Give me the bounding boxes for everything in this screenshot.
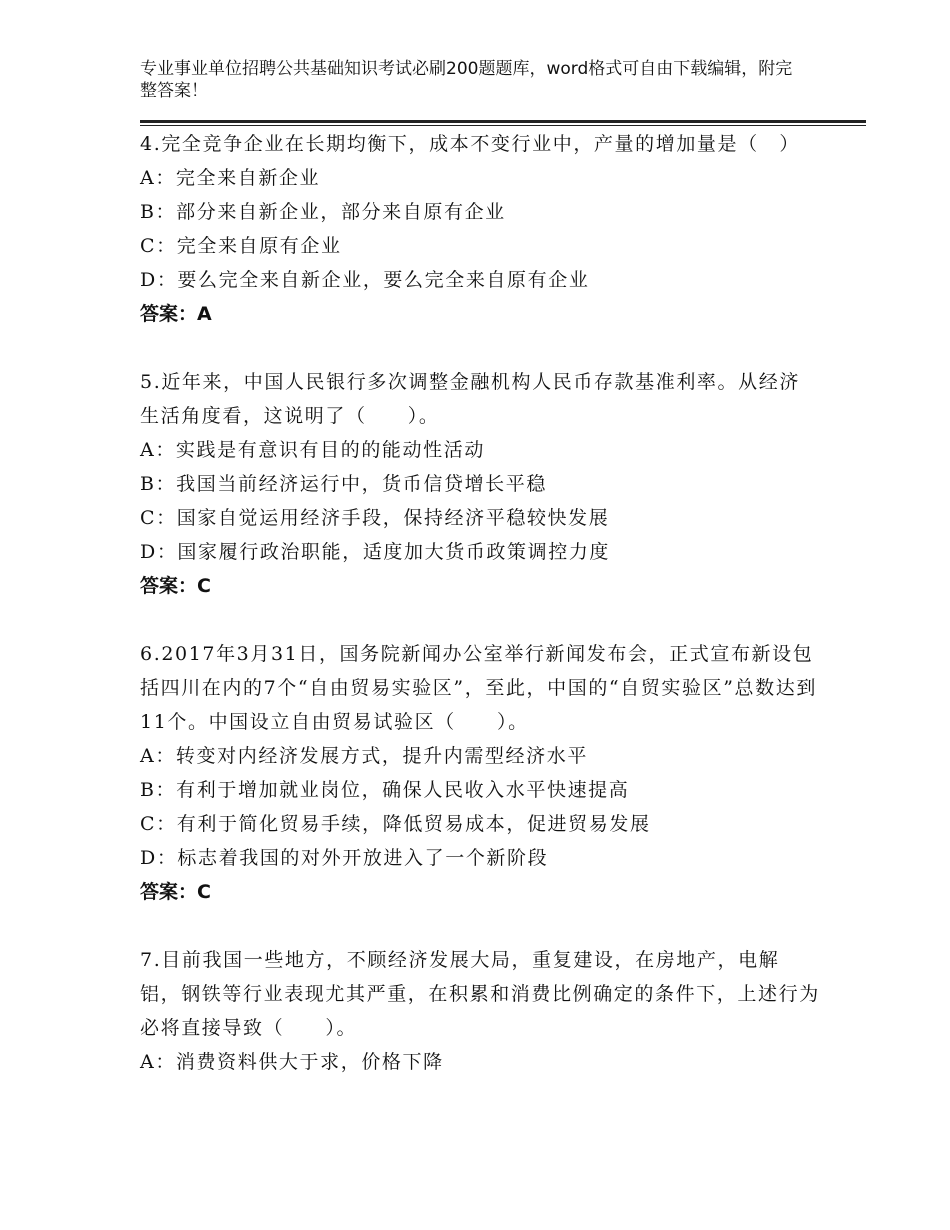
question-5 (140, 365, 820, 603)
question-stem: 6.2017年3月31日，国务院新闻办公室举行新闻发布会，正式宣布新设包括四川在内的7个“自由贸易实验区”，至此，中国的“自贸实验区”总数达到11个。中国设立自由贸易试验区（ ）。 (140, 643, 817, 733)
option-a: A：消费资料供大于求，价格下降 (140, 1051, 444, 1073)
header-rule-thin (140, 125, 866, 126)
spacer (140, 909, 820, 943)
header-rule-thick (140, 120, 866, 123)
question-stem: 4.完全竞争企业在长期均衡下，成本不变行业中，产量的增加量是（ ） (140, 133, 800, 155)
option-d: D：要么完全来自新企业，要么完全来自原有企业 (140, 269, 590, 291)
option-b: B：部分来自新企业，部分来自原有企业 (140, 201, 506, 223)
question-4 (140, 127, 820, 331)
answer-label: 答案：C (140, 881, 211, 903)
question-list (140, 127, 820, 1079)
option-d: D：国家履行政治职能，适度加大货币政策调控力度 (140, 541, 611, 563)
option-a: A：完全来自新企业 (140, 167, 321, 189)
answer-label: 答案：C (140, 575, 211, 597)
question-stem: 7.目前我国一些地方，不顾经济发展大局，重复建设，在房地产，电解铝，钢铁等行业表现尤其严重，在积累和消费比例确定的条件下，上述行为必将直接导致（ ）。 (140, 949, 820, 1039)
question-6 (140, 637, 820, 909)
option-c: C：完全来自原有企业 (140, 235, 342, 257)
spacer (140, 331, 820, 365)
option-b: B：有利于增加就业岗位，确保人民收入水平快速提高 (140, 779, 630, 801)
option-b: B：我国当前经济运行中，货币信贷增长平稳 (140, 473, 547, 495)
option-d: D：标志着我国的对外开放进入了一个新阶段 (140, 847, 549, 869)
option-a: A：实践是有意识有目的的能动性活动 (140, 439, 485, 461)
question-7 (140, 943, 820, 1079)
option-c: C：国家自觉运用经济手段，保持经济平稳较快发展 (140, 507, 610, 529)
option-a: A：转变对内经济发展方式，提升内需型经济水平 (140, 745, 588, 767)
page-header: 专业事业单位招聘公共基础知识考试必刷200题题库，word格式可自由下载编辑，附完整答案！ (140, 59, 793, 101)
answer-label: 答案：A (140, 303, 212, 325)
option-c: C：有利于简化贸易手续，降低贸易成本，促进贸易发展 (140, 813, 651, 835)
question-stem: 5.近年来，中国人民银行多次调整金融机构人民币存款基准利率。从经济生活角度看，这说明了（ ）。 (140, 371, 800, 427)
spacer (140, 603, 820, 637)
